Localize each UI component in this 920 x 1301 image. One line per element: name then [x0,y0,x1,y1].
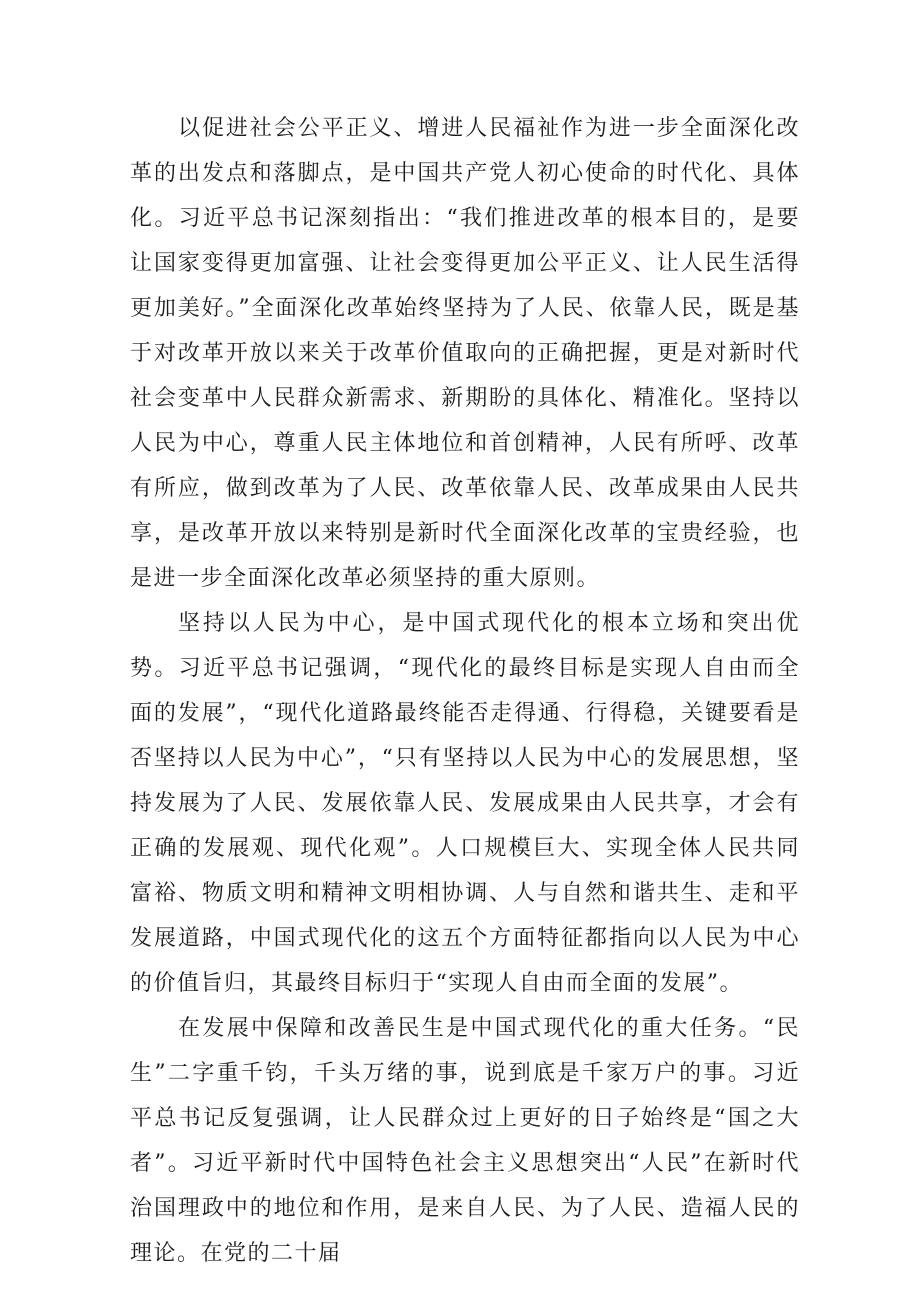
paragraph-2: 坚持以人民为中心，是中国式现代化的根本立场和突出优势。习近平总书记强调，“现代化的最终目标是实现人自由而全面的发展”，“现代化道路最终能否走得通、行得稳，关键要看是否坚持以人民为中心”，“只有坚持以人民为中心的发展思想，坚持发展为了人民、发展依靠人民、发展成果由人民共享，才会有正确的发展观、现代化观”。人口规模巨大、实现全体人民共同富裕、物质文明和精神文明相协调、人与自然和谐共生、走和平发展道路，中国式现代化的这五个方面特征都指向以人民为中心的价值旨归，其最终目标归于“实现人自由而全面的发展”。 [130,611,800,996]
paragraph-1: 以促进社会公平正义、增进人民福祉作为进一步全面深化改革的出发点和落脚点，是中国共产党人初心使命的时代化、具体化。习近平总书记深刻指出：“我们推进改革的根本目的，是要让国家变得更加富强、让社会变得更加公平正义、让人民生活得更加美好。”全面深化改革始终坚持为了人民、依靠人民，既是基于对改革开放以来关于改革价值取向的正确把握，更是对新时代社会变革中人民群众新需求、新期盼的具体化、精准化。坚持以人民为中心，尊重人民主体地位和首创精神，人民有所呼、改革有所应，做到改革为了人民、改革依靠人民、改革成果由人民共享，是改革开放以来特别是新时代全面深化改革的宝贵经验，也是进一步全面深化改革必须坚持的重大原则。 [130,116,800,591]
paragraph-3: 在发展中保障和改善民生是中国式现代化的重大任务。“民生”二字重千钧，千头万绪的事，说到底是千家万户的事。习近平总书记反复强调，让人民群众过上更好的日子始终是“国之大者”。习近平新时代中国特色社会主义思想突出“人民”在新时代治国理政中的地位和作用，是来自人民、为了人民、造福人民的理论。在党的二十届 [130,1016,800,1266]
